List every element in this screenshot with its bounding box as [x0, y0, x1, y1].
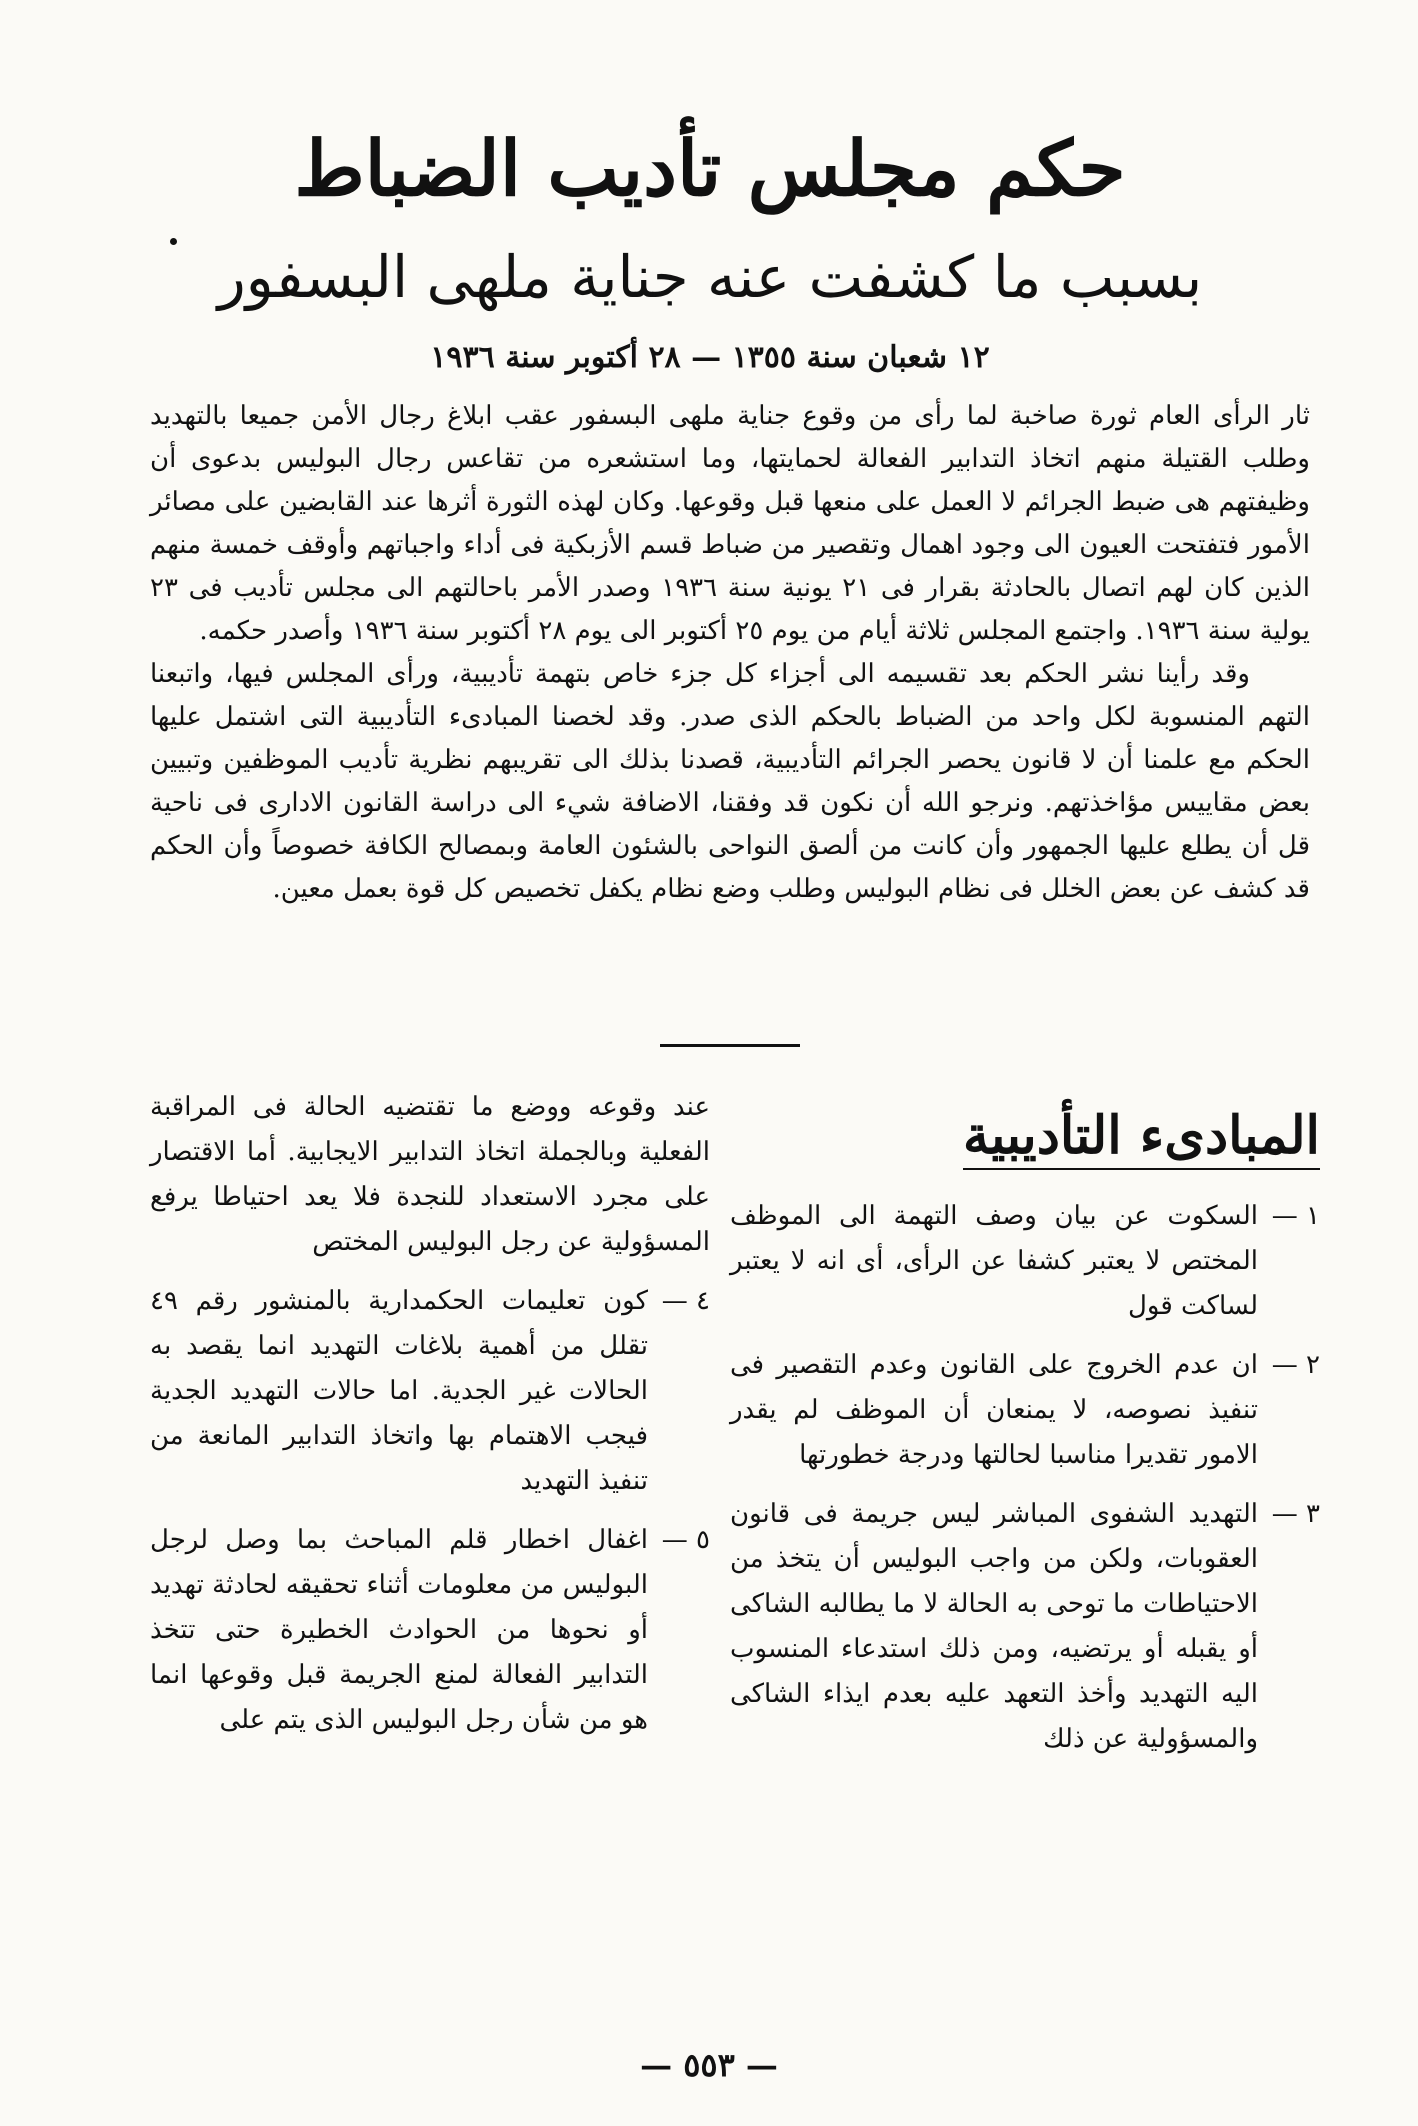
principle-item	[730, 1343, 1320, 1478]
principle-number: ٥ —	[661, 1525, 710, 1555]
principle-number: ٤ —	[661, 1286, 710, 1316]
intro-paragraph: ثار الرأى العام ثورة صاخبة لما رأى من وقوع جناية ملهى البسفور عقب ابلاغ رجال الأمن جميعا بالتهديد وطلب القتيلة منهم اتخاذ التدابير الفعالة لحمايتها، وما استشعره من تقاعس رجال البوليس بدعوى أن وظيفتهم هى ضبط الجرائم لا العمل على منعها قبل وقوعها. وكان لهذه الثورة أثرها عند القابضين على مصائر الأمور فتفتحت العيون الى وجود اهمال وتقصير من ضباط قسم الأزبكية فى أداء واجباتهم وأوقف خمسة منهم الذين كان لهم اتصال بالحادثة بقرار فى ٢١ يونية سنة ١٩٣٦ وصدر الأمر باحالتهم الى مجلس تأديب فى ٢٣ يولية سنة ١٩٣٦. واجتمع المجلس ثلاثة أيام من يوم ٢٥ أكتوبر الى يوم ٢٨ أكتوبر سنة ١٩٣٦ وأصدر حكمه.	[150, 401, 1310, 646]
principle-text: كون تعليمات الحكمدارية بالمنشور رقم ٤٩ تقلل من أهمية بلاغات التهديد انما يقصد به الحالات غير الجدية. اما حالات التهديد الجدية فيجب الاهتمام بها واتخاذ التدابير المانعة من تنفيذ التهديد	[150, 1286, 648, 1496]
page-subtitle: بسبب ما كشفت عنه جناية ملهى البسفور	[217, 243, 1203, 311]
principle-text: السكوت عن بيان وصف التهمة الى الموظف المختص لا يعتبر كشفا عن الرأى، أى انه لا يعتبر لساكت قول	[730, 1201, 1258, 1321]
principle-item	[150, 1279, 710, 1504]
principle-text: ان عدم الخروج على القانون وعدم التقصير فى تنفيذ نصوصه، لا يمنعان أن الموظف لم يقدر الامور تقديرا مناسبا لحالتها ودرجة خطورتها	[730, 1350, 1258, 1470]
principle-number: ٢ —	[1271, 1350, 1320, 1380]
intro-section	[150, 395, 1310, 911]
left-column	[150, 1085, 710, 1757]
date-line: ١٢ شعبان سنة ١٣٥٥ — ٢٨ أكتوبر سنة ١٩٣٦	[430, 340, 990, 375]
principle-item	[730, 1194, 1320, 1329]
principle-text: التهديد الشفوى المباشر ليس جريمة فى قانون العقوبات، ولكن من واجب البوليس أن يتخذ من الاحتياطات ما توحى به الحالة لا ما يطالبه الشاكى أو يقبله أو يرتضيه، ومن ذلك استدعاء المنسوب اليه التهديد وأخذ التعهد عليه بعدم ايذاء الشاكى والمسؤولية عن ذلك	[730, 1499, 1258, 1754]
continuation-text: عند وقوعه ووضع ما تقتضيه الحالة فى المراقبة الفعلية وبالجملة اتخاذ التدابير الايجابية. أما الاقتصار على مجرد الاستعداد للنجدة فلا يعد احتياطا يرفع المسؤولية عن رجل البوليس المختص	[150, 1092, 710, 1257]
principle-item	[150, 1518, 710, 1743]
page-title: حكم مجلس تأديب الضباط	[294, 124, 1126, 213]
intro-paragraph: وقد رأينا نشر الحكم بعد تقسيمه الى أجزاء كل جزء خاص بتهمة تأديبية، ورأى المجلس فيها، واتبعنا التهم المنسوبة لكل واحد من الضباط بالحكم الذى صدر. وقد لخصنا المبادىء التأديبية التى اشتمل عليها الحكم مع علمنا أن لا قانون يحصر الجرائم التأديبية، قصدنا بذلك الى تقريبهم نظرية تأديب الموظفين وتبيين بعض مقاييس مؤاخذتهم. ونرجو الله أن نكون قد وفقنا، الاضافة شيء الى دراسة القانون الادارى فى ناحية قل أن يطلع عليها الجمهور وأن كانت من ألصق النواحى بالشئون العامة وبمصالح الكافة خصوصاً وأن الحكم قد كشف عن بعض الخلل فى نظام البوليس وطلب وضع نظام يكفل تخصيص كل قوة بعمل معين.	[150, 659, 1310, 904]
principle-number: ٣ —	[1271, 1499, 1320, 1529]
section-divider	[660, 1044, 800, 1047]
principle-text: اغفال اخطار قلم المباحث بما وصل لرجل البوليس من معلومات أثناء تحقيقه لحادثة تهديد أو نحوها من الحوادث الخطيرة حتى تتخذ التدابير الفعالة لمنع الجريمة قبل وقوعها انما هو من شأن رجل البوليس الذى يتم على	[150, 1525, 648, 1735]
right-column	[730, 1095, 1320, 1776]
page-number: — ٥٥٣ —	[640, 2046, 778, 2084]
principle-item	[730, 1492, 1320, 1762]
principle-number: ١ —	[1271, 1201, 1320, 1231]
section-heading: المبادىء التأديبية	[963, 1105, 1320, 1170]
